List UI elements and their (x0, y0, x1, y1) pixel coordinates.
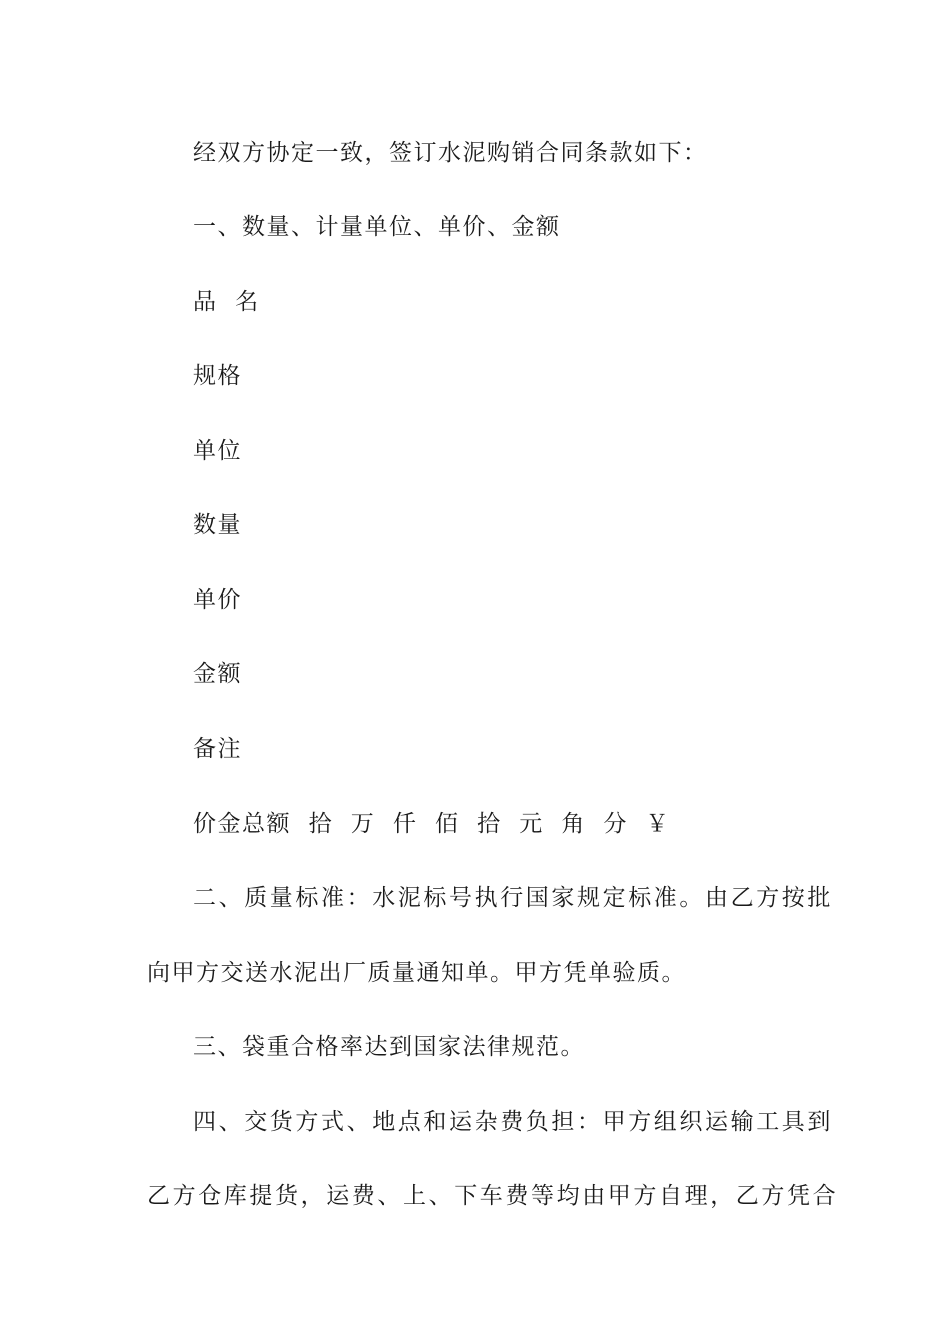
field-unit-price: 单价 (193, 587, 242, 613)
field-unit: 单位 (193, 438, 242, 464)
field-product-name: 品 名 (193, 289, 260, 315)
section-3-paragraph: 三、袋重合格率达到国家法律规范。 (193, 1034, 585, 1060)
total-amount-line: 价金总额 拾 万 仟 佰 拾 元 角 分 ￥ (193, 811, 671, 837)
intro-paragraph: 经双方协定一致，签订水泥购销合同条款如下： (193, 140, 708, 166)
section-1-heading: 一、数量、计量单位、单价、金额 (193, 214, 561, 240)
field-amount: 金额 (193, 661, 242, 687)
section-4-line-2: 乙方仓库提货，运费、上、下车费等均由甲方自理，乙方凭合 (147, 1183, 839, 1209)
field-quantity: 数量 (193, 512, 242, 538)
section-4-line-1: 四、交货方式、地点和运杂费负担：甲方组织运输工具到 (193, 1109, 833, 1135)
field-remarks: 备注 (193, 736, 242, 762)
field-specification: 规格 (193, 363, 242, 389)
section-2-line-1: 二、质量标准：水泥标号执行国家规定标准。由乙方按批 (193, 885, 833, 911)
section-2-line-2: 向甲方交送水泥出厂质量通知单。甲方凭单验质。 (147, 960, 686, 986)
